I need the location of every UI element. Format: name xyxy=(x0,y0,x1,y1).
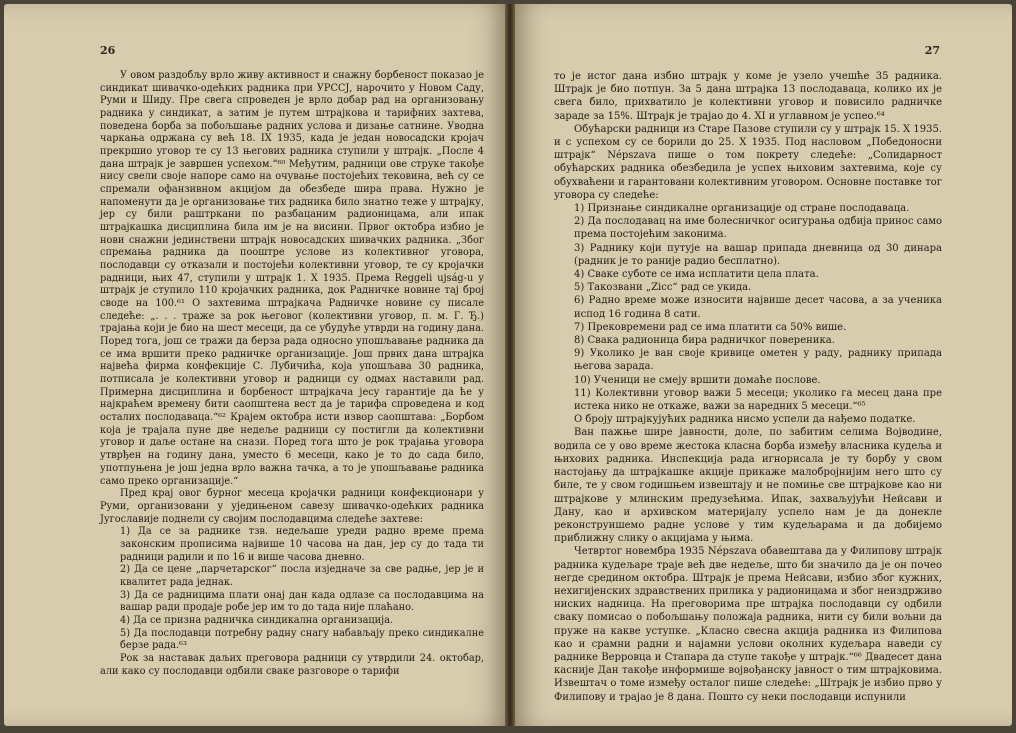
paragraph: О броју штрајкујућих радника нисмо успели да нађемо податке. xyxy=(574,414,916,426)
page-body xyxy=(100,70,484,678)
left-page xyxy=(4,4,510,726)
list-item: 9) Уколико је ван своје кривице ометен у раду, раднику припада његова зарада. xyxy=(574,348,942,373)
page-body xyxy=(554,70,942,704)
list-item: 5) Такозвани „Zicc“ рад се укида. xyxy=(574,282,752,294)
list-item: 4) Сваке суботе се има исплатити цела плата. xyxy=(574,269,819,281)
list-item: 11) Колективни уговор важи 5 месеци; уколико га месец дана пре истека нико не откаже, важи за наредних 5 месеци.“⁶⁵ xyxy=(574,387,942,413)
list-item: 1) Да се за раднике тзв. недељашe уреди радно време према законским прописима највише 10 часова на дан, јер су до тада ти радници радили и по 16 и више часова дневно. xyxy=(120,526,484,563)
paragraph: Рок за наставак даљих преговора радници су утврдили 24. октобар, али како су послодавци одбили сваке разговоре о тарифи xyxy=(100,652,484,677)
book-gutter xyxy=(505,4,515,726)
page-number: 26 xyxy=(100,44,116,57)
list-item: 7) Прековремени рад се има платити са 50% више. xyxy=(574,321,847,333)
paragraph: Четвртог новембра 1935 Népszava обавештава да у Филиповy штрајк радника кудељаре траје већ две недеље, што би значило да је он почео негде средином октобра. Штрајк је према Нейсави, избио због кужних, нехигијенских здравствених прилика у радионицама и због неиздрживо ниских надница. На преговорима пре штрајка послодавци су одбили сваку помисао о побољшању положаја радника, нити су били вољни да пруже на какве уступке. „Класно свесна акција радника из Филипова као и срамни радни и најамни услови околних кудељара наведи су раднике Веpровца и Стапара да ступе такође у штрајк.“⁶⁶ Двадесет дана касније Дан такође информише војвођанску јавност о тим штрајковима. Извештач о томе између осталог пише следеће: „Штрајк је избио прво у Филиповy и трајао је 8 дана. Пошто су неки послодавци испунили xyxy=(554,546,942,703)
list-item: 10) Ученици не смеју вршити домаће послове. xyxy=(574,374,821,386)
list-item: 1) Признање синдикалне организације од стране послодаваца. xyxy=(574,203,910,215)
paragraph: Обућарски радници из Старе Пазове ступили су у штрајк 15. X 1935. и с успехом су се борили до 25. X 1935. Под насловом „Победоносни штрајк“ Népszava пише о том покрету следеће: „Солидарност обућарских радника обезбедила је успех њиховим захтевима, које су обухваћени и гарантовани колективним уговором. Основне поставке тог уговора су следеће: xyxy=(554,123,942,201)
list-item: 8) Свака радионица бира радничког повереника. xyxy=(574,335,835,347)
list-item: 3) Да се радницима плати онај дан када одлазе са послодавцима на вашар ради продаје робе јер им то до тада није плаћано. xyxy=(120,589,484,614)
list-item: 6) Радно време може износити највише десет часова, а за ученика испод 16 година 8 сати. xyxy=(574,295,942,320)
list-item: 5) Да послодавци потребну радну снагу набављају преко синдикалне берзе рада.⁶³ xyxy=(120,627,484,652)
paragraph: У овом раздобљу врло живу активност и снажну борбеност показао је синдикат шивачко-одећких радника при УРССЈ, нарочито у Новом Саду, Руми и Шиду. Пре свега спроведен је врло добар рад на организовању радника у синдикат, а затим је путем штрајкова и тарифних захтева, поведена борба за побољшање радних услова и дизање сатнине. Уводна чаркања одржана су већ 18. IX 1935, када је један новосадски кројач прекршио уговор те су 13 његових радника ступили у штрајк. „После 4 дана штрајк је завршен успехом.“⁶⁰ Међутим, радници ове струке такође нису свели своје напоре само на очување постојећих тековина, већ су се спремали офанзивном акцијом да обезбеде шира права. Нужно је напоменути да је организовање тих радника било знатно теже у штрајку, јер су били раштркани по разбацаним радионицама, али ипак штрајкашка дисциплина била им је на висини. Првог октобра избио је нови снажни јединствени штрајк новосадских шивачких радника. „Због спремања радника да пооштре услове из колективног уговора, послодавци су отказали и постојећи колективни уговор, те су кројачки радници, њих 47, ступили у штрајк 1. X 1935. Према Reggeli ujság-u у штрајк је ступило 110 кројачких радника, док Радничке новине тај број своде на 100.⁶¹ О захтевима штрајкача Радничке новине су писале следеће: „. . . траже за рок његовог (колективни уговор, п. м. Г. Ђ.) трајања који је био на шест месеци, да се убудуће утврди на годину дана. Поред тога, још се тражи да берза рада односно упошљавање радника да се има вршити преко радничке организације. Још првих дана штрајка највећа фирма конфекције С. Лубичића, која упошљава 30 радника, потписала је колективни уговор и радници су одмах наставили рад. Примерна дисциплина и борбеност штрајкача јесу гарантије да ће у најкраћем времену бити саопштена вест да је тарифа спроведена и код осталих послодаваца.“⁶² Крајем октобра исти извор саопштава: „Борбом која је трајала пуне две недеље радници су постигли да колективни уговор и даље остане на снази. Поред тога што је рок трајања уговора утврђен на годину дана, уместо 6 месеци, како је то до сада било, употпуњена је још једна врло важна тачка, а то је упошљавање радника само преко организације.“ xyxy=(100,70,484,487)
list-item: 4) Да се призна радничка синдикална организација. xyxy=(120,614,394,626)
list-item: 2) Да послодавац на име болесничког осигурања одбија принос само према постојећим законима. xyxy=(574,216,942,241)
paragraph: Пред крај овог бурног месеца кројачки радници конфекционари у Руми, организовани у уједињеном савезу шивачко-одећких радника Југославије поднели су својим послодавцима следеће захтеве: xyxy=(100,488,484,525)
paragraph: Ван пажње шире јавности, доле, по забитим селима Војводине, водила се у ово време жестока класна борба између власника кудеља и њихових радника. Инспекција рада игнорисала је ту борбу у свом настојању да штрајкашке акције прикаже малобројнијим него што су биле, те у свом годишњем извештају и не помиње све штрајкове као ни штрајкове у млинским предузећима. Ипак, захваљујући Нейсави и Дану, као и архивском материјалу успело нам је да донекле реконструишемо радне услове у тим кудељарама и да добијемо приближну слику о акцијама у њима. xyxy=(554,427,942,545)
right-page xyxy=(510,4,1012,726)
list-item: 3) Раднику који путује на вашар припада дневница од 30 динара (радник је то раније радио бесплатно). xyxy=(574,242,942,267)
page-number: 27 xyxy=(924,44,940,57)
list-item: 2) Да се цене „парчетарског“ посла изједначе за све радње, јер је и квалитет рада једнак. xyxy=(120,564,484,588)
paragraph: то је истог дана избио штрајк у коме је узело учешће 35 радника. Штрајк је био потпун. За 5 дана штрајка 13 послодаваца, колико их је свега било, прихватило је колективни уговор и повисило радничке зараде за 15%. Штрајк је трајао до 4. XI и углавном је успео.⁶⁴ xyxy=(554,71,942,122)
